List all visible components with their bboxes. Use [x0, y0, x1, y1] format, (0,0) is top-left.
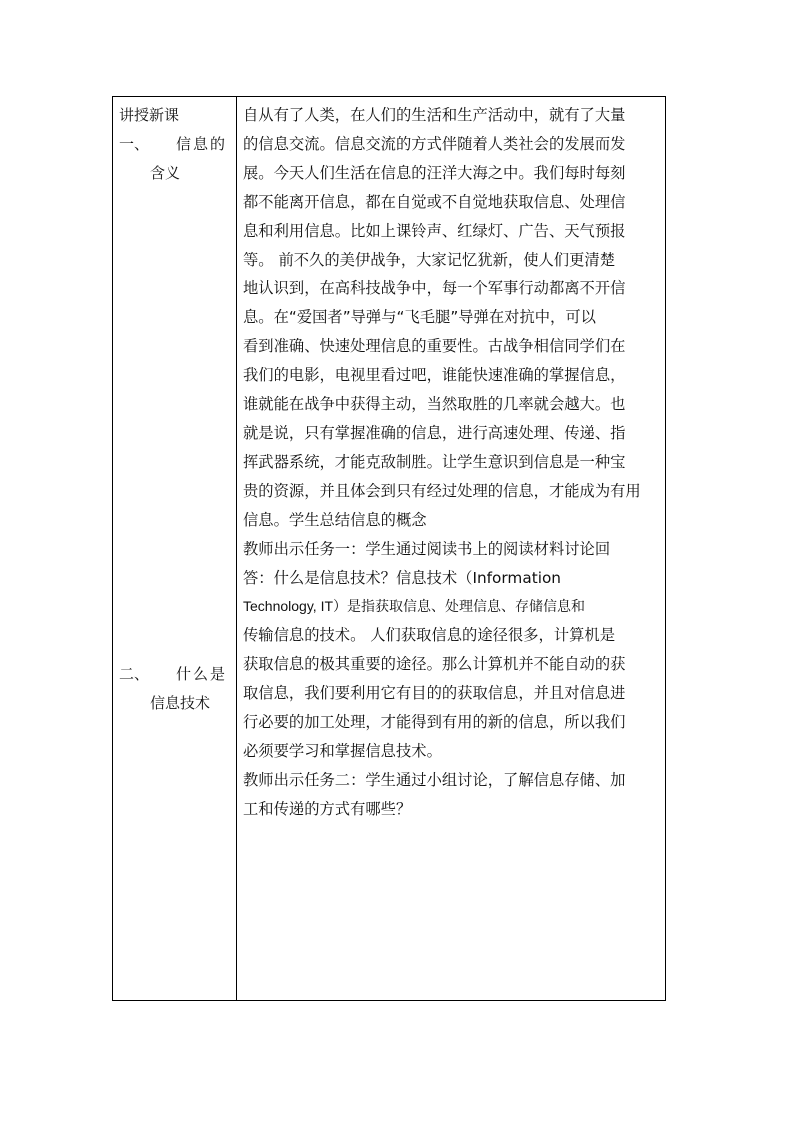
section1-title-line1: 信息的 [176, 135, 228, 153]
content-line: 获取信息的极其重要的途径。那么计算机并不能自动的获 [243, 655, 626, 674]
content-line: 我们的电影，电视里看过吧，谁能快速准确的掌握信息， [243, 366, 626, 385]
lesson-content-column [237, 97, 665, 1000]
content-line: 就是说，只有掌握准确的信息，进行高速处理、传递、指 [243, 423, 626, 442]
lesson-plan-table [112, 96, 666, 1001]
content-line: 等。 前不久的美伊战争，大家记忆犹新，使人们更清楚 [243, 250, 615, 269]
content-line: Technology, IT）是指获取信息、处理信息、存储信息和 [243, 598, 586, 615]
content-line: 传输信息的技术。 人们获取信息的途径很多，计算机是 [243, 626, 615, 645]
content-line: 贵的资源，并且体会到只有经过处理的信息，才能成为有用 [243, 481, 641, 500]
content-line: 展。今天人们生活在信息的汪洋大海之中。我们每时每刻 [243, 163, 626, 182]
section1-number: 一、 [119, 135, 150, 153]
teaching-stage-heading: 讲授新课 [119, 106, 180, 124]
content-line: 息和利用信息。比如上课铃声、红绿灯、广告、天气预报 [243, 221, 626, 240]
content-line: 行必要的加工处理，才能得到有用的新的信息，所以我们 [243, 713, 626, 732]
content-line: 自从有了人类，在人们的生活和生产活动中，就有了大量 [243, 106, 626, 124]
content-line: 取信息，我们要利用它有目的的获取信息，并且对信息进 [243, 684, 626, 703]
content-line: 都不能离开信息，都在自觉或不自觉地获取信息、处理信 [243, 192, 626, 211]
content-line: 的信息交流。信息交流的方式伴随着人类社会的发展而发 [243, 134, 626, 153]
section2-title-line1: 什么是 [176, 665, 228, 683]
content-line: 教师出示任务二：学生通过小组讨论，了解信息存储、加 [243, 770, 626, 789]
content-line: 看到准确、快速处理信息的重要性。古战争相信同学们在 [243, 337, 626, 356]
section2-title-line2: 信息技术 [150, 694, 211, 712]
content-line: 信息。学生总结信息的概念 [243, 510, 427, 529]
content-line: 谁就能在战争中获得主动，当然取胜的几率就会越大。也 [243, 395, 626, 414]
content-line: 必须要学习和掌握信息技术。 [243, 741, 442, 760]
content-line: 地认识到，在高科技战争中，每一个军事行动都离不开信 [243, 279, 626, 298]
content-line: 工和传递的方式有哪些？ [243, 799, 412, 818]
content-line: 息。在“爱国者”导弹与“飞毛腿”导弹在对抗中，可以 [243, 308, 596, 327]
content-line: 挥武器系统，才能克敌制胜。让学生意识到信息是一种宝 [243, 452, 626, 471]
content-line: 答：什么是信息技术？信息技术（Information [243, 568, 562, 587]
content-line: 教师出示任务一：学生通过阅读书上的阅读材料讨论回 [243, 539, 611, 558]
section-label-column [113, 97, 237, 1000]
section2-number: 二、 [119, 665, 150, 683]
section1-title-line2: 含义 [150, 164, 181, 182]
